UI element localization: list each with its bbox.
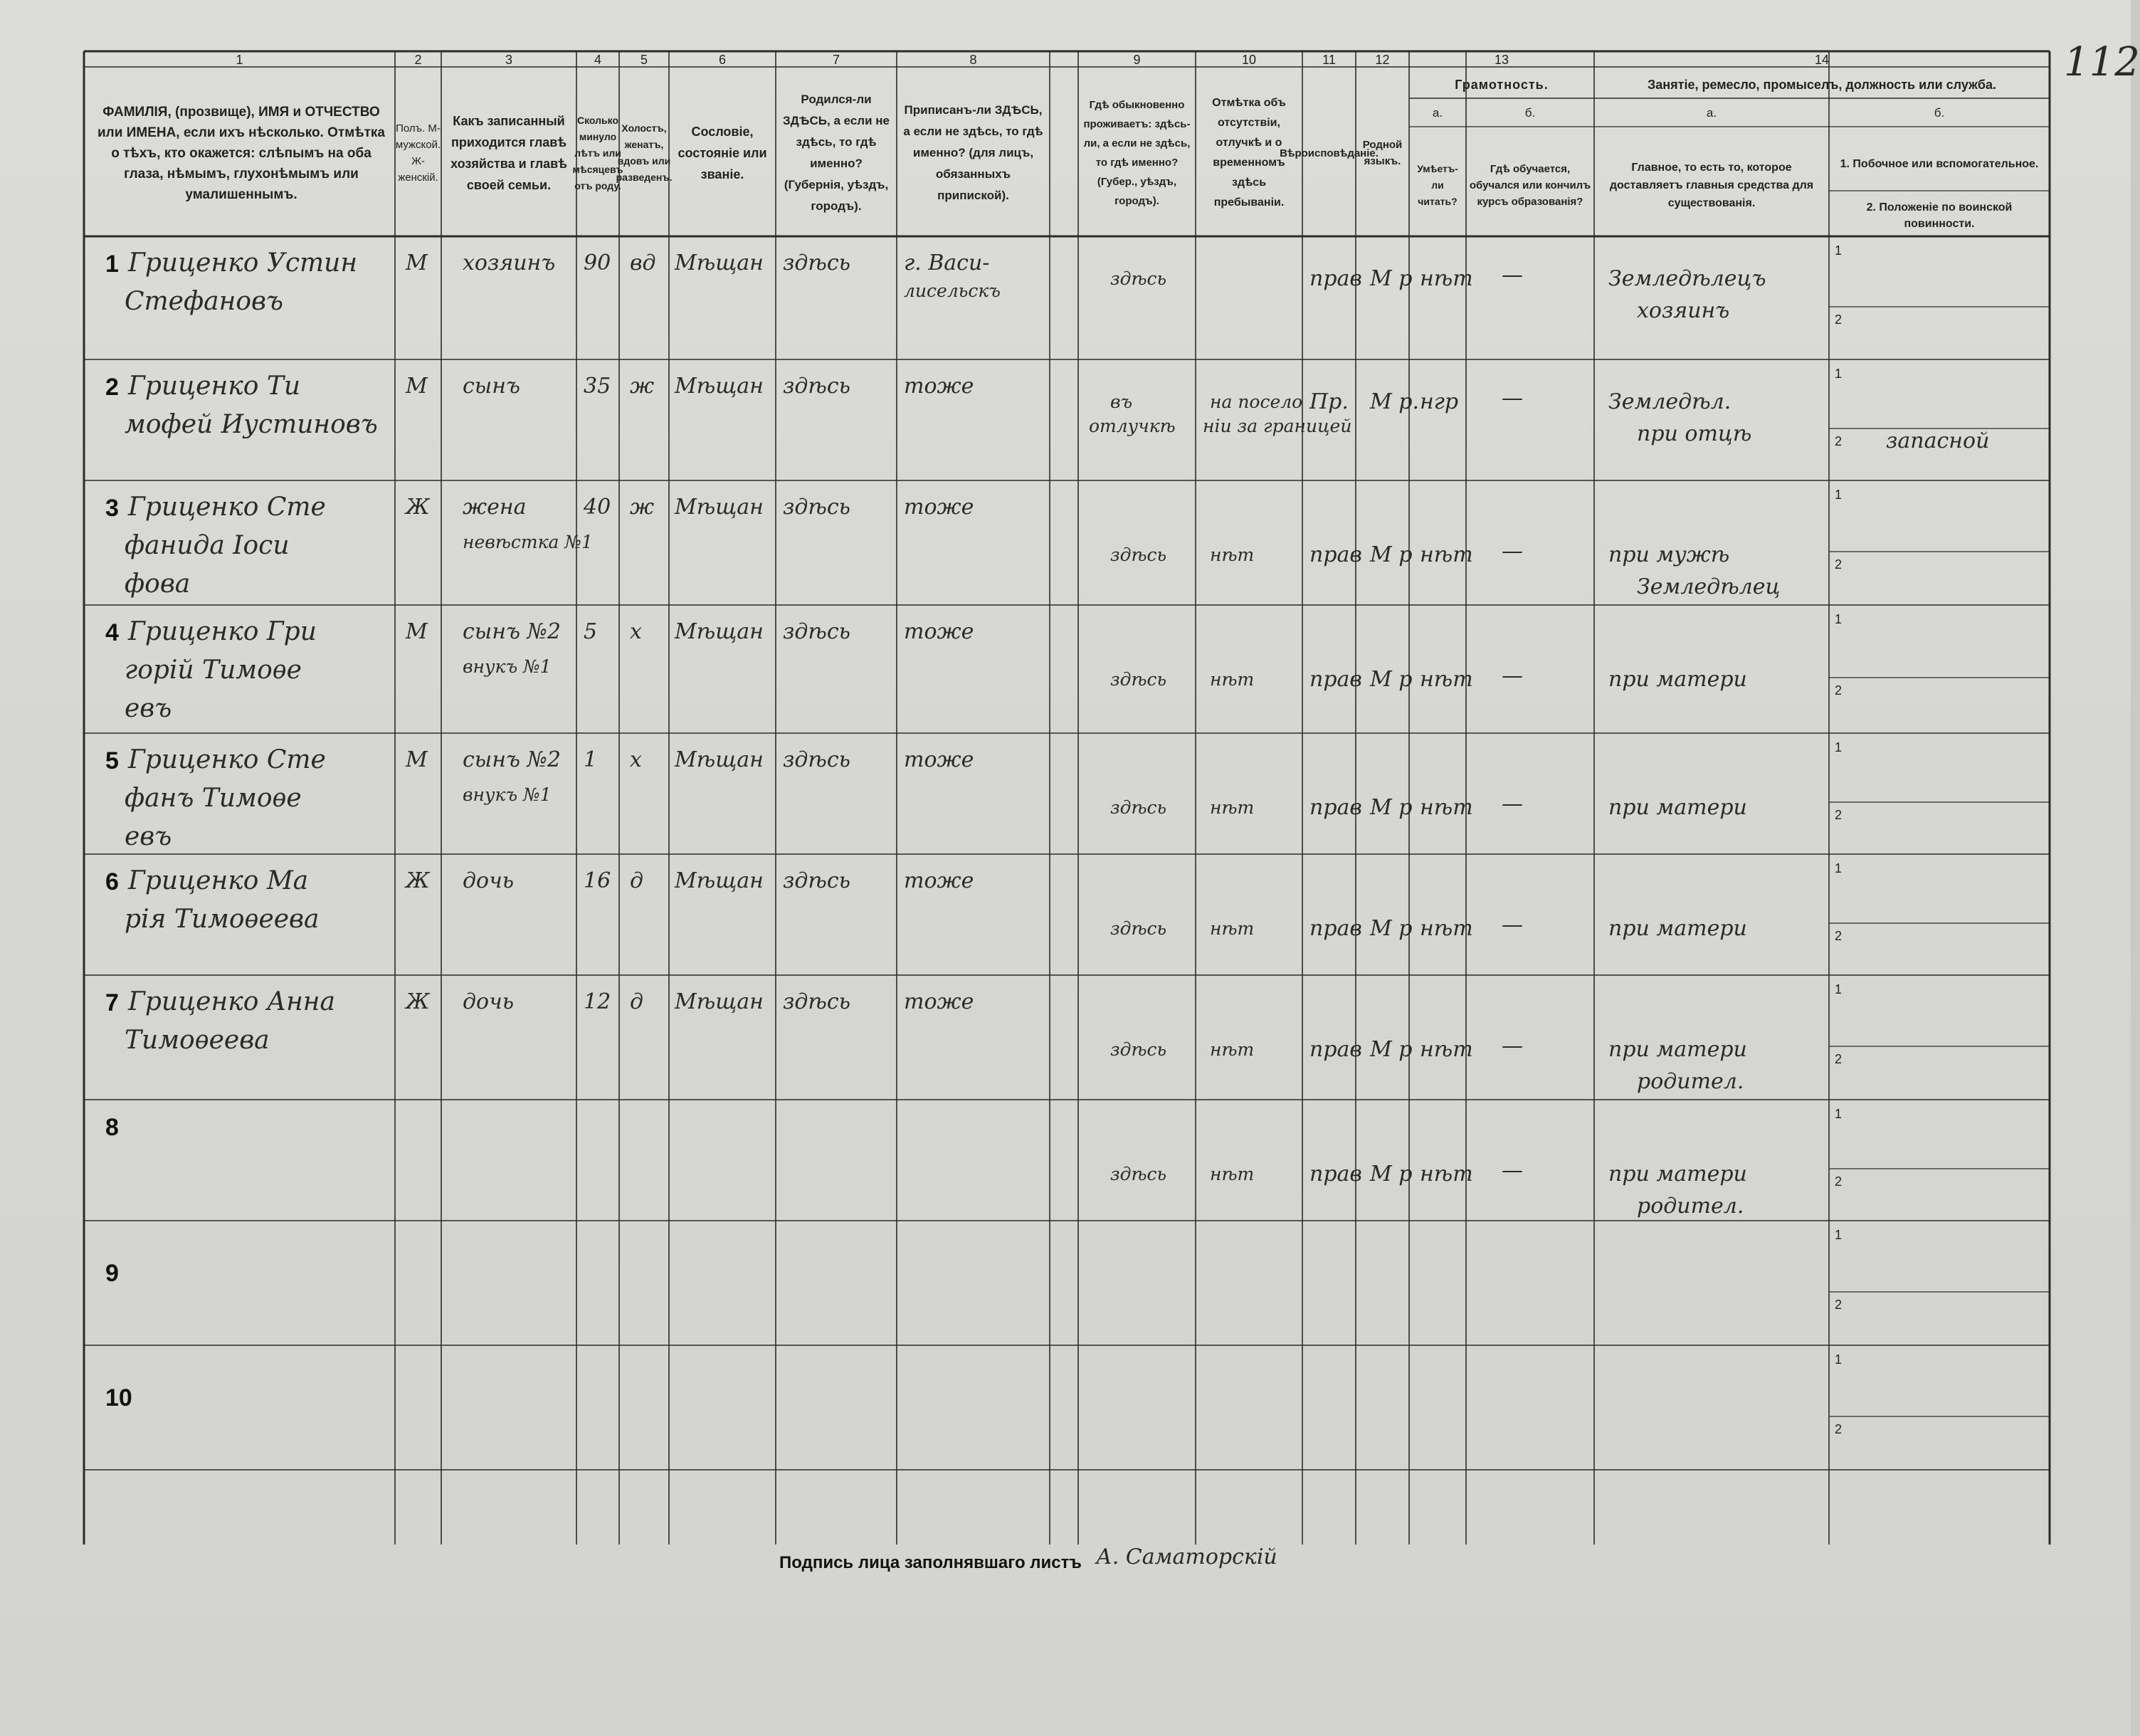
main-occupation: при мужѣ — [1608, 542, 1730, 567]
birthplace: здѣсь — [783, 251, 850, 275]
person-name: фанъ Тимоѳе — [125, 784, 302, 813]
header-age: Сколько минуло лѣтъ или мѣсяцевъ отъ роду. — [572, 114, 623, 191]
registration: тоже — [904, 989, 974, 1014]
person-name: мофей Иустиновъ — [125, 410, 378, 439]
native-language: М р — [1370, 667, 1413, 692]
person-name: рія Тимоѳеева — [125, 905, 320, 934]
residence: здѣсь — [1110, 1164, 1167, 1184]
header-registration: Приписанъ-ли ЗДѢСЬ, а если не здѣсь, то гдѣ именно? (для лицъ, обязанныхъ припиской). — [903, 103, 1043, 202]
sub-row-label: 2 — [1835, 1298, 1843, 1312]
row-number: 5 — [105, 747, 119, 774]
literacy: нѣт — [1420, 795, 1473, 820]
residence: отлучкѣ — [1089, 416, 1176, 436]
header-can-read: Умѣетъ-ли читать? — [1417, 162, 1458, 207]
person-name: Гриценко Гри — [128, 617, 317, 646]
person-name: Стефановъ — [125, 287, 283, 316]
registration: лисельскъ — [904, 280, 1001, 301]
religion: прав — [1309, 795, 1362, 820]
header-marital: Холостъ, женатъ, вдовъ или разведенъ. — [616, 122, 673, 183]
birthplace: здѣсь — [783, 868, 850, 893]
absence: нѣт — [1210, 1164, 1255, 1184]
sub-row-label: 2 — [1835, 1174, 1843, 1189]
age: 12 — [584, 989, 611, 1014]
header-literacy: Грамотность. — [1455, 77, 1549, 92]
row-number: 2 — [105, 374, 119, 401]
signature: А. Саматорскій — [1096, 1545, 1277, 1569]
age: 16 — [584, 868, 611, 893]
column-number: 5 — [640, 53, 648, 67]
residence: здѣсь — [1110, 1039, 1167, 1060]
sub-row-label: 2 — [1835, 929, 1843, 943]
relation: внукъ №1 — [463, 656, 552, 677]
relation: жена — [463, 495, 527, 520]
main-occupation: Земледѣлец — [1637, 574, 1781, 599]
birthplace: здѣсь — [783, 619, 850, 644]
sub-row-label: 2 — [1835, 683, 1843, 698]
sub-row-label: 2 — [1835, 1052, 1843, 1066]
header-residence: Гдѣ обыкновенно проживаетъ: здѣсь-ли, а если не здѣсь, то гдѣ именно? (Губер., уѣздъ, городъ). — [1083, 99, 1191, 207]
residence: здѣсь — [1110, 545, 1167, 565]
main-occupation: при матери — [1608, 1162, 1747, 1187]
literacy: нѣт — [1420, 542, 1473, 567]
birthplace: здѣсь — [783, 989, 850, 1014]
literacy: нѣт — [1420, 1162, 1473, 1187]
religion: прав — [1309, 916, 1362, 941]
row-number: 6 — [105, 868, 119, 895]
sub-row-label: 1 — [1835, 1228, 1843, 1242]
registration: тоже — [904, 374, 974, 399]
main-occupation: при матери — [1608, 667, 1747, 692]
header-name: ФАМИЛІЯ, (прозвище), ИМЯ и ОТЧЕСТВО или ИМЕНА, если ихъ нѣсколько. Отмѣтка о тѣхъ, кто окажется: слѣпымъ на оба глаза, нѣмымъ, глухонѣмымъ или умалишеннымъ. — [97, 104, 385, 202]
marital-status: д — [630, 868, 644, 893]
relation: дочь — [463, 989, 515, 1014]
residence: здѣсь — [1110, 797, 1167, 818]
sex: Ж — [406, 989, 430, 1014]
header-main-occupation: Главное, то есть то, которое доставляетъ главныя средства для существованія. — [1609, 161, 1814, 209]
column-number: 2 — [414, 53, 422, 67]
relation: дочь — [463, 868, 515, 893]
age: 40 — [584, 495, 611, 520]
age: 35 — [584, 374, 611, 399]
education: — — [1502, 263, 1523, 288]
marital-status: х — [630, 747, 642, 772]
person-name: Гриценко Ма — [128, 866, 309, 895]
relation: хозяинъ — [463, 251, 556, 275]
relation: сынъ — [463, 374, 520, 399]
row-number: 4 — [105, 619, 119, 646]
sex: Ж — [406, 495, 430, 520]
sub-row-label: 1 — [1835, 982, 1843, 996]
literacy: нѣт — [1420, 266, 1473, 291]
sub-row-label: 2 — [1835, 434, 1843, 448]
sub-row-label: 1 — [1835, 243, 1843, 258]
column-number: 13 — [1494, 53, 1509, 67]
row-number: 8 — [105, 1114, 119, 1141]
religion: Пр. — [1309, 389, 1349, 414]
marital-status: вд — [630, 251, 656, 275]
relation: внукъ №1 — [463, 784, 552, 805]
sub-row-label: 1 — [1835, 612, 1843, 626]
marital-status: х — [630, 619, 642, 644]
person-name: фанида Іоси — [125, 531, 290, 560]
estate: Мѣщан — [675, 251, 764, 275]
column-number: 4 — [594, 53, 601, 67]
relation: сынъ №2 — [463, 747, 562, 772]
religion: прав — [1309, 266, 1362, 291]
main-occupation: Земледѣлецъ — [1608, 266, 1766, 291]
sub-row-label: 1 — [1835, 1352, 1843, 1367]
header-absence: Отмѣтка объ отсутствіи, отлучкѣ и о временномъ здѣсь пребываніи. — [1212, 97, 1286, 209]
main-occupation: хозяинъ — [1637, 298, 1730, 323]
column-number: 1 — [236, 53, 243, 67]
marital-status: ж — [630, 374, 655, 399]
main-occupation: родител. — [1637, 1194, 1744, 1219]
estate: Мѣщан — [675, 374, 764, 399]
main-occupation: при матери — [1608, 1037, 1747, 1062]
estate: Мѣщан — [675, 619, 764, 644]
column-number: 3 — [505, 53, 512, 67]
birthplace: здѣсь — [783, 747, 850, 772]
residence: здѣсь — [1110, 669, 1167, 690]
native-language: М р. — [1370, 389, 1419, 414]
header-literacy-a-letter: а. — [1432, 105, 1443, 120]
person-name: Тимоѳеева — [125, 1026, 270, 1055]
column-number: 14 — [1814, 53, 1830, 67]
header-language: Родной языкъ. — [1362, 139, 1403, 167]
literacy: нѣт — [1420, 1037, 1473, 1062]
column-number: 7 — [832, 53, 840, 67]
native-language: М р — [1370, 795, 1413, 820]
native-language: М р — [1370, 1037, 1413, 1062]
sub-row-label: 1 — [1835, 1107, 1843, 1121]
header-relation: Какъ записанный приходится главѣ хозяйства и главѣ своей семьи. — [450, 114, 567, 192]
religion: прав — [1309, 1037, 1362, 1062]
estate: Мѣщан — [675, 747, 764, 772]
column-number: 9 — [1133, 53, 1141, 67]
estate: Мѣщан — [675, 495, 764, 520]
header-occupation: Занятіе, ремесло, промыселъ, должность или служба. — [1647, 77, 1997, 92]
sex: Ж — [406, 868, 430, 893]
sub-row-label: 2 — [1835, 808, 1843, 822]
literacy: нѣт — [1420, 916, 1473, 941]
absence: ніи за границей — [1203, 416, 1352, 436]
row-number: 10 — [105, 1384, 132, 1411]
education: — — [1502, 791, 1523, 816]
native-language: М р — [1370, 266, 1413, 291]
age: 90 — [584, 251, 611, 275]
column-number: 8 — [969, 53, 977, 67]
person-name: Гриценко Сте — [128, 745, 326, 774]
estate: Мѣщан — [675, 989, 764, 1014]
education: — — [1502, 663, 1523, 688]
column-number: 11 — [1322, 53, 1336, 67]
religion: прав — [1309, 1162, 1362, 1187]
age: 1 — [584, 747, 598, 772]
row-number: 9 — [105, 1260, 119, 1287]
sex: М — [406, 619, 428, 644]
residence: здѣсь — [1110, 918, 1167, 939]
marital-status: ж — [630, 495, 655, 520]
row-number: 1 — [105, 251, 119, 278]
sub-row-label: 1 — [1835, 488, 1843, 502]
education: — — [1502, 912, 1523, 937]
registration: тоже — [904, 495, 974, 520]
relation: невѣстка №1 — [463, 532, 593, 552]
row-number: 7 — [105, 989, 119, 1016]
column-number: 12 — [1375, 53, 1390, 67]
registration: тоже — [904, 619, 974, 644]
residence: здѣсь — [1110, 268, 1167, 289]
sub-row-label: 1 — [1835, 740, 1843, 754]
main-occupation: при матери — [1608, 795, 1747, 820]
bleed-through-text — [498, 1338, 1352, 1552]
header-occupation-a-letter: а. — [1706, 105, 1717, 120]
person-name: горій Тимоѳе — [125, 656, 302, 685]
person-name: Гриценко Анна — [128, 987, 335, 1016]
main-occupation: при отцѣ — [1637, 421, 1752, 446]
registration: тоже — [904, 868, 974, 893]
estate: Мѣщан — [675, 868, 764, 893]
religion: прав — [1309, 542, 1362, 567]
sub-row-label: 1 — [1835, 367, 1843, 381]
header-birthplace: Родился-ли ЗДѢСЬ, а если не здѣсь, то гдѣ именно? (Губернія, уѣздъ, городъ). — [782, 93, 890, 213]
main-occupation: при матери — [1608, 916, 1747, 941]
residence: въ — [1110, 391, 1133, 412]
education: — — [1502, 539, 1523, 564]
header-education: Гдѣ обучается, обучался или кончилъ курсъ образованія? — [1469, 162, 1591, 208]
native-language: М р — [1370, 542, 1413, 567]
person-name: Гриценко Устин — [128, 248, 358, 278]
registration: тоже — [904, 747, 974, 772]
native-language: М р — [1370, 916, 1413, 941]
page-number: 112 — [2064, 39, 2140, 85]
row-number: 3 — [105, 495, 119, 522]
native-language: М р — [1370, 1162, 1413, 1187]
header-literacy-b-letter: б. — [1524, 105, 1536, 120]
sub-row-label: 2 — [1835, 312, 1843, 327]
header-aux-occupation: 1. Побочное или вспомогательное. — [1840, 157, 2039, 170]
header-military: 2. Положеніе по воинской повинности. — [1866, 201, 2013, 230]
birthplace: здѣсь — [783, 495, 850, 520]
absence: нѣт — [1210, 918, 1255, 939]
signature-label: Подпись лица заполнявшаго листъ — [779, 1553, 1082, 1572]
relation: сынъ №2 — [463, 619, 562, 644]
absence: нѣт — [1210, 669, 1255, 690]
education: — — [1502, 386, 1523, 411]
person-name: Гриценко Сте — [128, 493, 326, 522]
religion: прав — [1309, 667, 1362, 692]
absence: нѣт — [1210, 797, 1255, 818]
education: — — [1502, 1158, 1523, 1183]
sex: М — [406, 747, 428, 772]
column-number: 6 — [718, 53, 726, 67]
sub-row-label: 1 — [1835, 861, 1843, 875]
header-occupation-b-letter: б. — [1934, 105, 1945, 120]
birthplace: здѣсь — [783, 374, 850, 399]
absence: на посело — [1210, 391, 1303, 412]
header-religion: Вѣроисповѣданіе. — [1280, 147, 1379, 159]
sex: М — [406, 374, 428, 399]
absence: нѣт — [1210, 1039, 1255, 1060]
absence: нѣт — [1210, 545, 1255, 565]
military-status: запасной — [1886, 428, 1990, 453]
age: 5 — [584, 619, 598, 644]
person-name: евъ — [125, 822, 172, 851]
literacy: нѣт — [1420, 667, 1473, 692]
person-name: евъ — [125, 694, 172, 723]
sub-row-label: 2 — [1835, 557, 1843, 572]
marital-status: д — [630, 989, 644, 1014]
main-occupation: Земледѣл. — [1608, 389, 1731, 414]
main-occupation: родител. — [1637, 1069, 1744, 1094]
sub-row-label: 2 — [1835, 1422, 1843, 1436]
person-name: фова — [125, 569, 191, 599]
header-estate: Сословіе, состояніе или званіе. — [678, 125, 767, 182]
sex: М — [406, 251, 428, 275]
registration: г. Васи- — [904, 251, 990, 275]
person-name: Гриценко Ти — [128, 372, 301, 401]
header-sex: Полъ. М-мужской. Ж-женскій. — [395, 122, 441, 184]
column-number: 10 — [1241, 53, 1257, 67]
education: — — [1502, 1033, 1523, 1058]
literacy: нгр — [1420, 389, 1459, 414]
